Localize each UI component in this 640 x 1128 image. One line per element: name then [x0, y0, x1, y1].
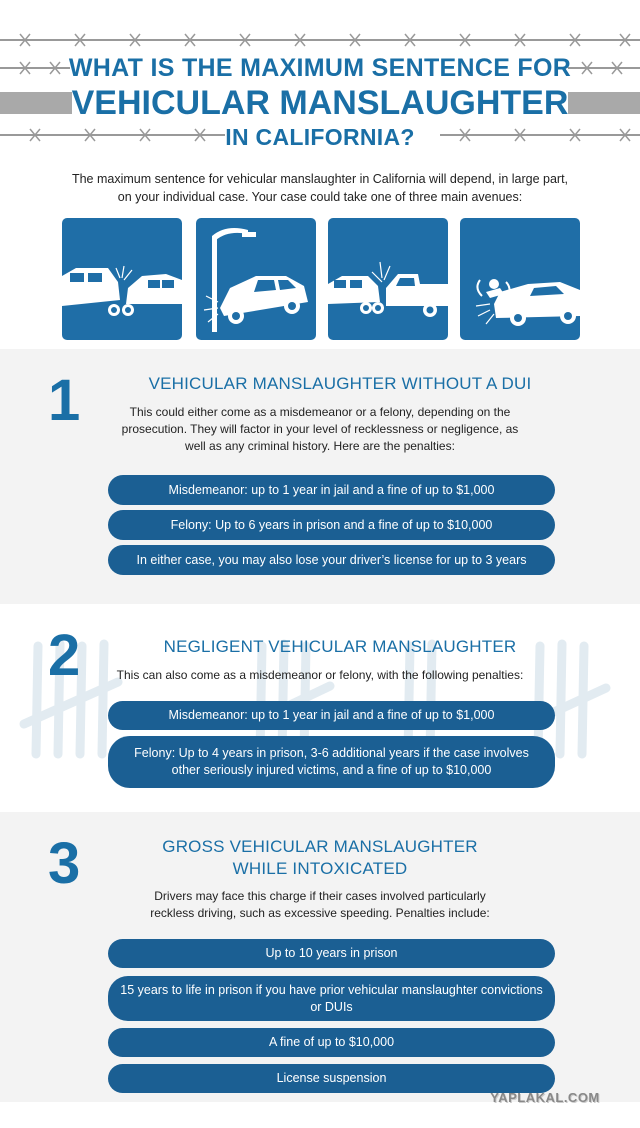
section-3 — [0, 812, 640, 1102]
section-title: NEGLIGENT VEHICULAR MANSLAUGHTER — [163, 637, 517, 656]
header — [0, 0, 640, 160]
watermark: YAPLAKAL.COM — [490, 1090, 600, 1105]
penalty-pill: Misdemeanor: up to 1 year in jail and a fine of up to $1,000 — [108, 701, 555, 730]
page-title-line2: VEHICULAR MANSLAUGHTER — [71, 84, 569, 122]
accident-type-tiles — [62, 218, 582, 340]
penalty-pill: A fine of up to $10,000 — [108, 1028, 555, 1057]
section-number: 1 — [48, 368, 81, 433]
barbed-wire-top — [0, 32, 640, 48]
section-title: GROSS VEHICULAR MANSLAUGHTER WHILE INTOXICATED — [162, 837, 478, 878]
penalty-pill: Misdemeanor: up to 1 year in jail and a fine of up to $1,000 — [108, 475, 555, 505]
penalty-pill: In either case, you may also lose your driver’s license for up to 3 years — [108, 545, 555, 575]
section-description: This could either come as a misdemeanor or a felony, depending on the prosecution. They will factor in your level of recklessness or negligence, as well as any criminal history. Here are the penalties: — [121, 405, 519, 453]
head-on-collision-icon — [62, 218, 182, 340]
section-description: Drivers may face this charge if their cases involved particularly reckless driving, such as excessive speeding. Penalties include: — [150, 889, 490, 920]
penalty-pill: License suspension — [108, 1064, 555, 1093]
car-hits-truck-icon — [328, 218, 448, 340]
section-2 — [0, 604, 640, 812]
page-title-line3: IN CALIFORNIA? — [225, 124, 415, 150]
section-description: This can also come as a misdemeanor or felony, with the following penalties: — [116, 668, 524, 682]
intro-text: The maximum sentence for vehicular manslaughter in California will depend, in large part, on your individual case. Your case could take one of three main avenues: — [71, 172, 569, 204]
penalty-pill: Felony: Up to 4 years in prison, 3-6 additional years if the case involves other seriously injured victims, and a fine of up to $10,000 — [108, 736, 555, 788]
car-hits-streetlight-icon — [196, 218, 316, 340]
page-title-line1: WHAT IS THE MAXIMUM SENTENCE FOR — [68, 54, 572, 82]
section-number: 3 — [48, 831, 81, 896]
penalty-pill: Up to 10 years in prison — [108, 939, 555, 968]
section-title: VEHICULAR MANSLAUGHTER WITHOUT A DUI — [148, 374, 532, 393]
section-number: 2 — [48, 623, 81, 688]
penalty-pill: 15 years to life in prison if you have prior vehicular manslaughter convictions or DUIs — [108, 976, 555, 1021]
car-hits-pedestrian-icon — [460, 218, 580, 340]
penalty-pill: Felony: Up to 6 years in prison and a fine of up to $10,000 — [108, 510, 555, 540]
section-1 — [0, 349, 640, 604]
